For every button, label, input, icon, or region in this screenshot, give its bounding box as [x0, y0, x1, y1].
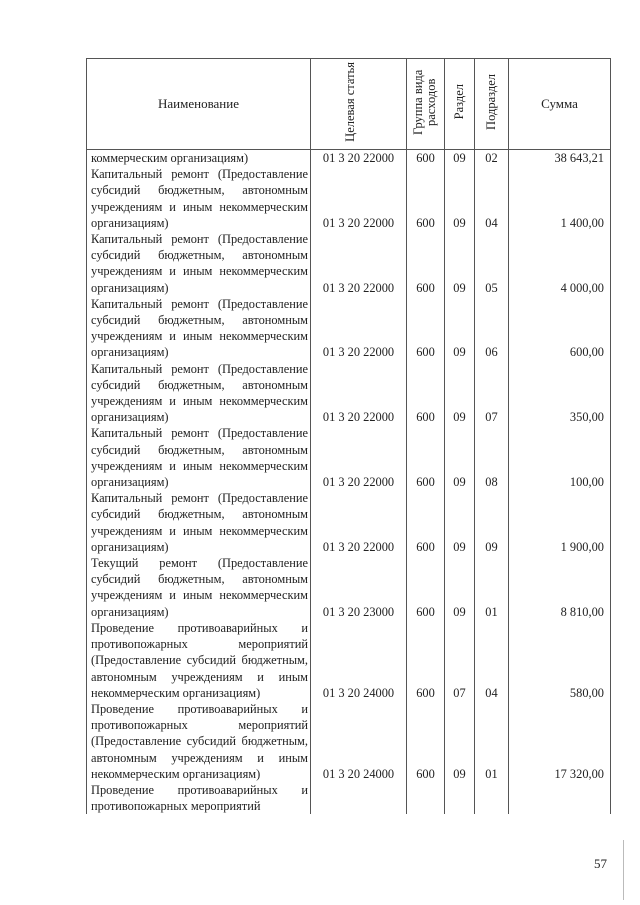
header-group-label: Группа вида расходов: [410, 69, 438, 135]
cell-target: 01 3 20 22000: [311, 166, 407, 231]
cell-group: [407, 782, 445, 814]
cell-group: 600: [407, 555, 445, 620]
cell-section: 09: [445, 150, 475, 167]
cell-section: 09: [445, 701, 475, 782]
table-row: [87, 425, 611, 490]
cell-subsection: 07: [475, 361, 509, 426]
cell-section: 09: [445, 425, 475, 490]
table-row: [87, 231, 611, 296]
cell-sum: 1 900,00: [509, 490, 611, 555]
cell-target: 01 3 20 22000: [311, 296, 407, 361]
cell-name: Капитальный ремонт (Предоставление субсидий бюджетным, автономным учреждениям и иным некоммерческим организациям): [87, 361, 311, 426]
header-section: [445, 59, 475, 150]
cell-target: [311, 782, 407, 814]
cell-section: 09: [445, 166, 475, 231]
cell-name: Капитальный ремонт (Предоставление субсидий бюджетным, автономным учреждениям и иным некоммерческим организациям): [87, 425, 311, 490]
table-row: [87, 361, 611, 426]
cell-section: 07: [445, 620, 475, 701]
table-row: [87, 296, 611, 361]
table-row: [87, 620, 611, 701]
cell-name: Капитальный ремонт (Предоставление субсидий бюджетным, автономным учреждениям и иным некоммерческим организациям): [87, 296, 311, 361]
cell-target: 01 3 20 24000: [311, 701, 407, 782]
header-subsection-label: Подраздел: [483, 74, 498, 130]
cell-group: 600: [407, 490, 445, 555]
cell-target: 01 3 20 22000: [311, 231, 407, 296]
table-row: [87, 701, 611, 782]
cell-group: 600: [407, 361, 445, 426]
cell-sum: 100,00: [509, 425, 611, 490]
cell-subsection: 05: [475, 231, 509, 296]
table-row: [87, 166, 611, 231]
cell-group: 600: [407, 150, 445, 167]
budget-table: [86, 58, 611, 814]
table-row: [87, 490, 611, 555]
cell-target: 01 3 20 22000: [311, 150, 407, 167]
cell-subsection: 04: [475, 166, 509, 231]
table-row: [87, 555, 611, 620]
cell-target: 01 3 20 24000: [311, 620, 407, 701]
cell-sum: 4 000,00: [509, 231, 611, 296]
cell-section: 09: [445, 361, 475, 426]
table-row: [87, 782, 611, 814]
cell-subsection: 01: [475, 701, 509, 782]
cell-group: 600: [407, 231, 445, 296]
cell-subsection: 01: [475, 555, 509, 620]
cell-name: Текущий ремонт (Предоставление субсидий бюджетным, автономным учреждениям и иным некоммерческим организациям): [87, 555, 311, 620]
table-body: [87, 150, 611, 815]
cell-sum: [509, 782, 611, 814]
header-target: [311, 59, 407, 150]
header-target-label: Целевая статья: [342, 62, 357, 142]
header-sum: Сумма: [509, 59, 611, 150]
cell-name: Капитальный ремонт (Предоставление субсидий бюджетным, автономным учреждениям и иным некоммерческим организациям): [87, 231, 311, 296]
cell-subsection: 08: [475, 425, 509, 490]
cell-sum: 8 810,00: [509, 555, 611, 620]
header-name: Наименование: [87, 59, 311, 150]
cell-subsection: 06: [475, 296, 509, 361]
cell-group: 600: [407, 701, 445, 782]
scan-edge-mark: [623, 840, 624, 900]
cell-target: 01 3 20 22000: [311, 490, 407, 555]
cell-subsection: 04: [475, 620, 509, 701]
cell-group: 600: [407, 425, 445, 490]
cell-section: 09: [445, 296, 475, 361]
cell-subsection: 02: [475, 150, 509, 167]
header-group: [407, 59, 445, 150]
cell-group: 600: [407, 166, 445, 231]
header-subsection: [475, 59, 509, 150]
cell-target: 01 3 20 22000: [311, 425, 407, 490]
cell-sum: 350,00: [509, 361, 611, 426]
cell-section: 09: [445, 555, 475, 620]
cell-name: Проведение противоаварийных и противопожарных мероприятий (Предоставление субсидий бюджетным, автономным учреждениям и иным некоммерческим организациям): [87, 701, 311, 782]
cell-name: Проведение противоаварийных и противопожарных мероприятий (Предоставление субсидий бюджетным, автономным учреждениям и иным некоммерческим организациям): [87, 620, 311, 701]
table-header: [87, 59, 611, 150]
cell-group: 600: [407, 620, 445, 701]
page-number: 57: [594, 856, 607, 871]
cell-name: Капитальный ремонт (Предоставление субсидий бюджетным, автономным учреждениям и иным некоммерческим организациям): [87, 490, 311, 555]
cell-sum: 17 320,00: [509, 701, 611, 782]
cell-name: коммерческим организациям): [87, 150, 311, 167]
cell-group: 600: [407, 296, 445, 361]
cell-target: 01 3 20 23000: [311, 555, 407, 620]
cell-section: 09: [445, 231, 475, 296]
cell-section: [445, 782, 475, 814]
cell-name: Капитальный ремонт (Предоставление субсидий бюджетным, автономным учреждениям и иным некоммерческим организациям): [87, 166, 311, 231]
header-section-label: Раздел: [451, 84, 466, 120]
cell-sum: 1 400,00: [509, 166, 611, 231]
cell-sum: 600,00: [509, 296, 611, 361]
cell-sum: 38 643,21: [509, 150, 611, 167]
cell-subsection: [475, 782, 509, 814]
cell-sum: 580,00: [509, 620, 611, 701]
cell-name: Проведение противоаварийных и противопожарных мероприятий: [87, 782, 311, 814]
table-row: [87, 150, 611, 167]
cell-section: 09: [445, 490, 475, 555]
cell-subsection: 09: [475, 490, 509, 555]
cell-target: 01 3 20 22000: [311, 361, 407, 426]
